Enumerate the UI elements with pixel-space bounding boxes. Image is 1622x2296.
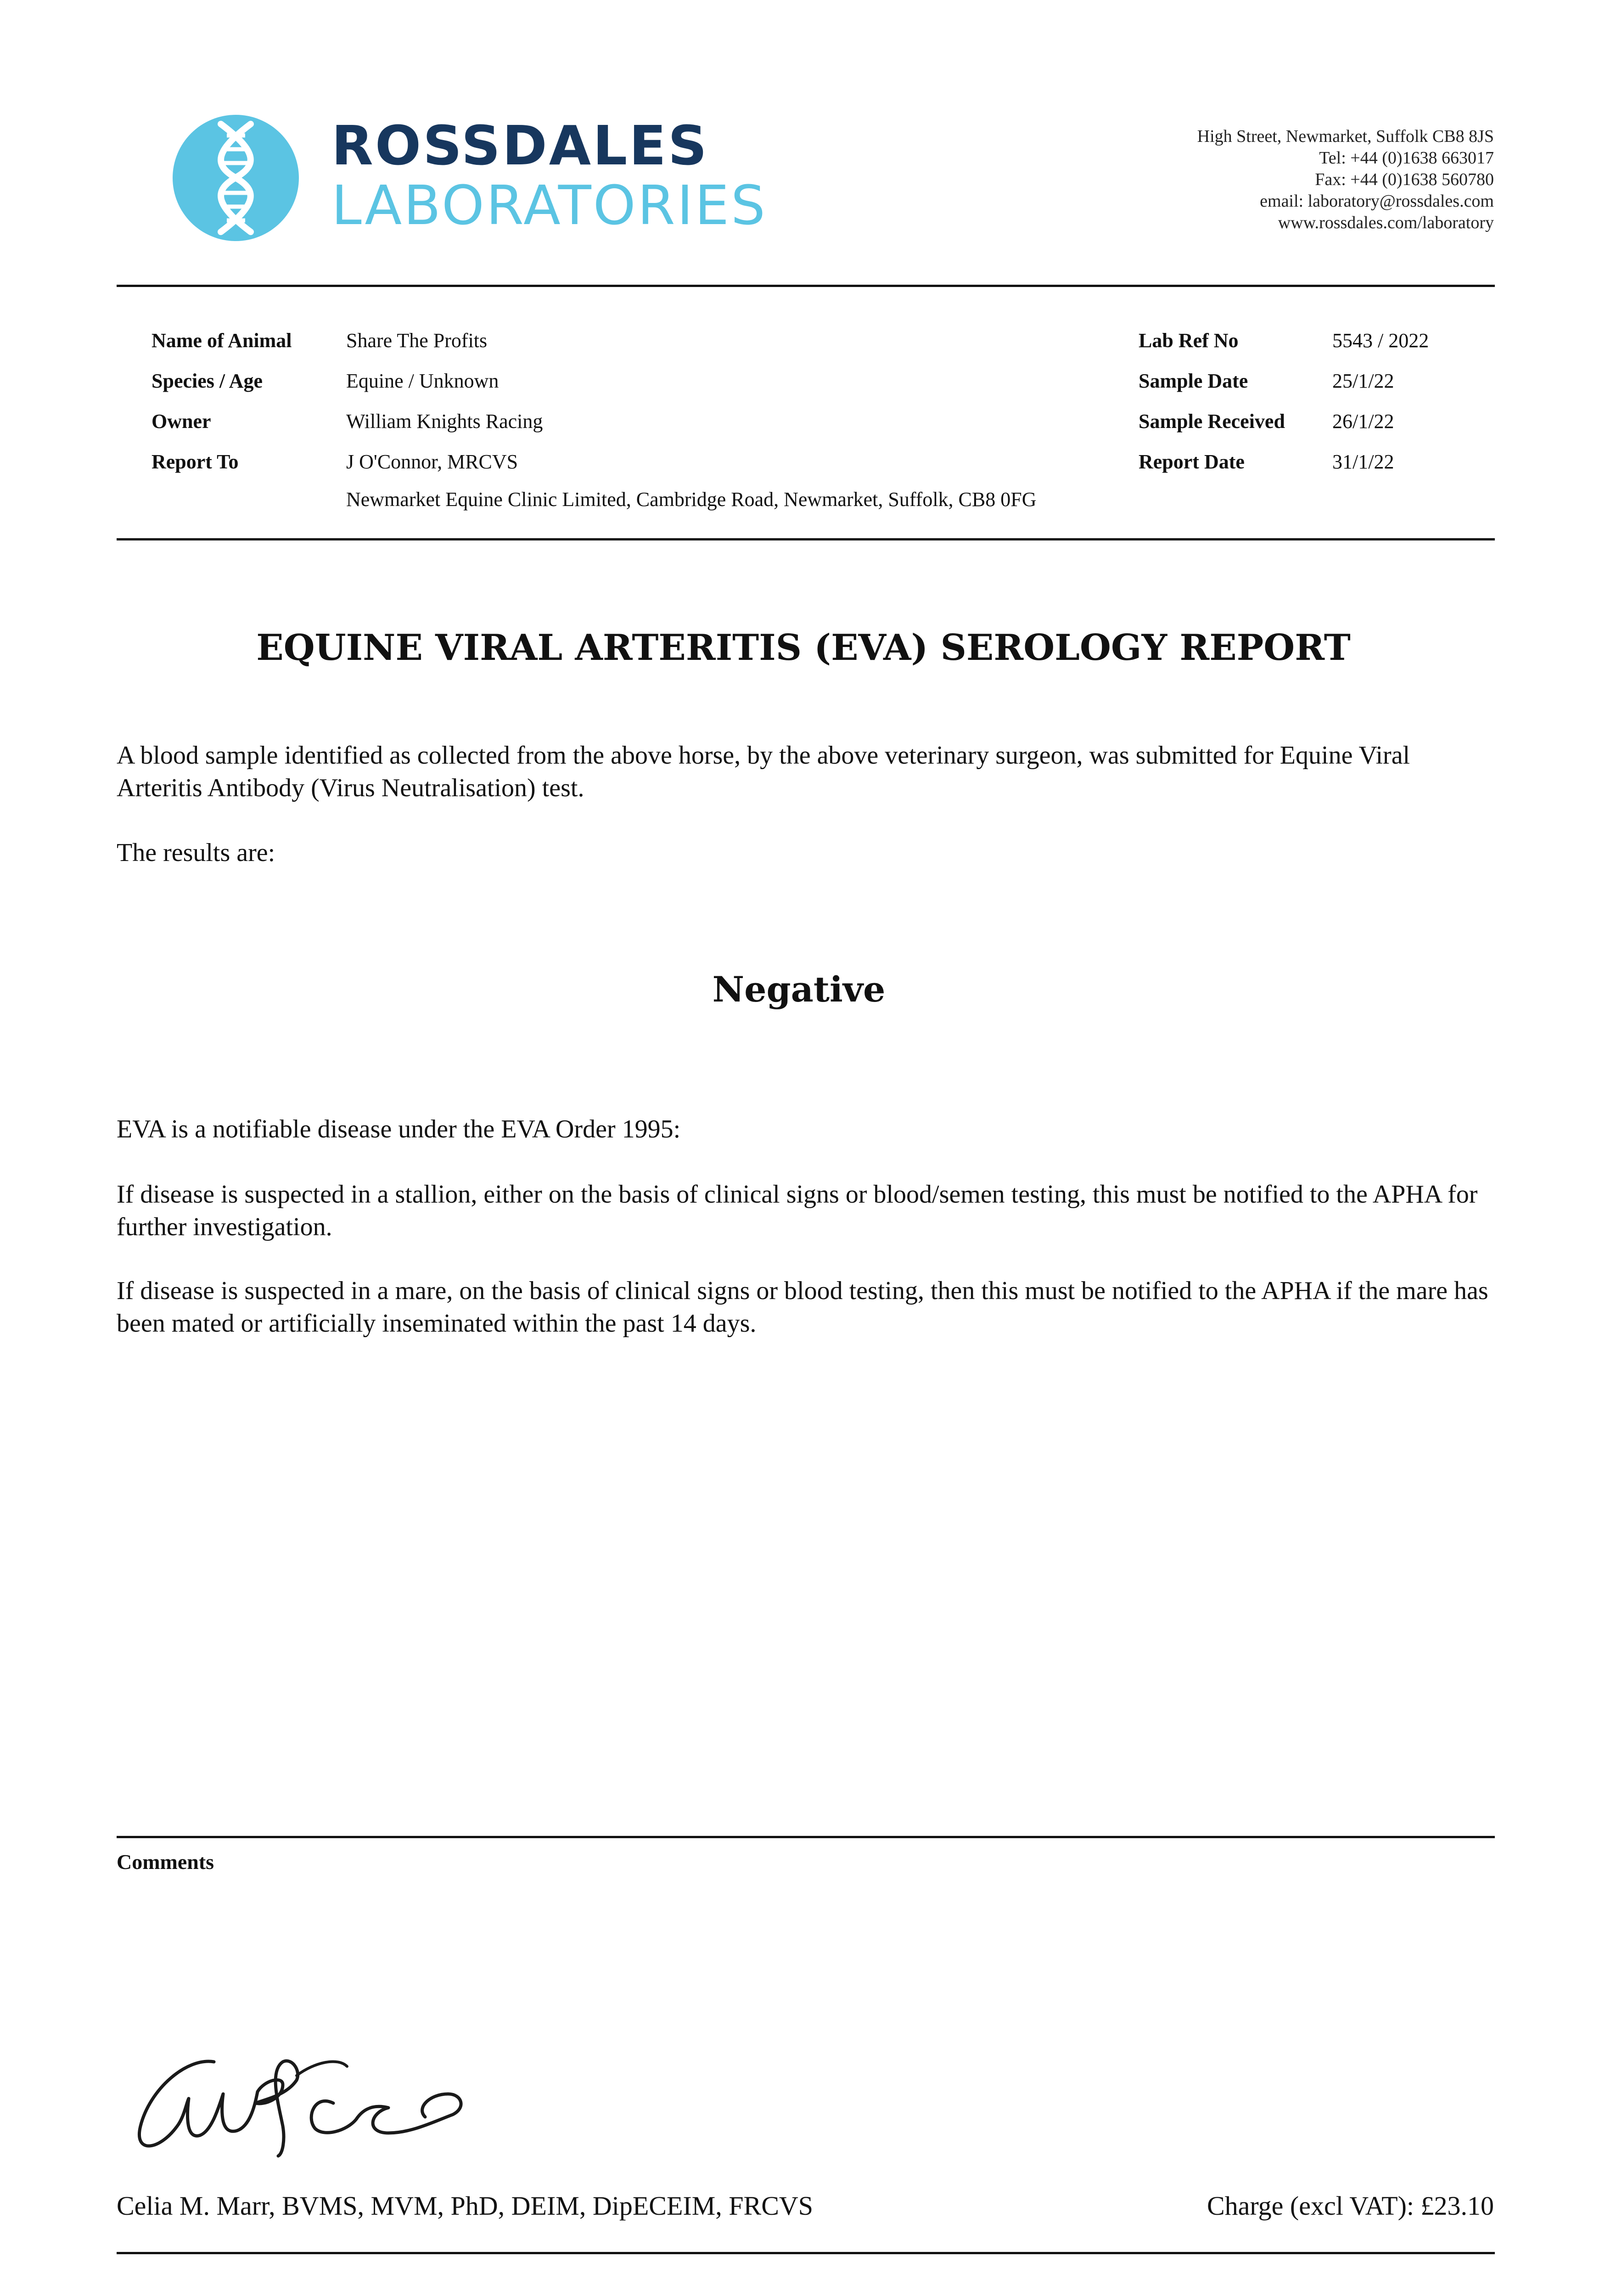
signature-mark [131, 2048, 499, 2158]
detail-value-species: Equine / Unknown [346, 370, 499, 392]
notice-stallion: If disease is suspected in a stallion, either on the basis of clinical signs or blood/semen testing, this must be notified to the APHA for further investigation. [117, 1180, 1478, 1241]
notice-mare: If disease is suspected in a mare, on the basis of clinical signs or blood testing, then this must be notified to the APHA if the mare has been mated or artificially inseminated within the past 14 days. [117, 1277, 1488, 1338]
contact-address: High Street, Newmarket, Suffolk CB8 8JS [1197, 127, 1494, 146]
detail-value-report-to: J O'Connor, MRCVS [346, 450, 518, 473]
footer-divider [117, 2252, 1495, 2254]
contact-website: www.rossdales.com/laboratory [1278, 213, 1494, 232]
intro-paragraph: A blood sample identified as collected from the above horse, by the above veterinary surgeon, was submitted for Equine Viral Arteritis Antibody (Virus Neutralisation) test. [117, 741, 1410, 802]
header-divider [117, 285, 1495, 287]
detail-value-sample-received: 26/1/22 [1332, 410, 1394, 433]
charge-amount: Charge (excl VAT): £23.10 [1207, 2191, 1494, 2221]
result-value: Negative [712, 969, 886, 1010]
detail-label-report-date: Report Date [1139, 450, 1245, 473]
detail-value-sample-date: 25/1/22 [1332, 370, 1394, 392]
notice-heading: EVA is a notifiable disease under the EVA Order 1995: [117, 1115, 681, 1143]
detail-value-lab-ref: 5543 / 2022 [1332, 329, 1429, 352]
report-title: EQUINE VIRAL ARTERITIS (EVA) SEROLOGY REPORT [256, 627, 1351, 669]
logo-wordmark-line2: LABORATORIES [331, 174, 767, 237]
detail-value-report-date: 31/1/22 [1332, 450, 1394, 473]
results-lead: The results are: [117, 838, 275, 867]
contact-email: email: laboratory@rossdales.com [1260, 191, 1494, 211]
signer-name: Celia M. Marr, BVMS, MVM, PhD, DEIM, DipECEIM, FRCVS [117, 2191, 814, 2221]
comments-divider [117, 1836, 1495, 1838]
detail-label-owner: Owner [152, 410, 211, 433]
detail-label-report-to: Report To [152, 450, 239, 473]
contact-tel: Tel: +44 (0)1638 663017 [1319, 148, 1494, 168]
detail-label-species: Species / Age [152, 370, 263, 392]
detail-label-sample-received: Sample Received [1139, 410, 1285, 433]
detail-report-to-address: Newmarket Equine Clinic Limited, Cambridge Road, Newmarket, Suffolk, CB8 0FG [346, 488, 1037, 511]
contact-fax: Fax: +44 (0)1638 560780 [1315, 170, 1494, 189]
detail-value-owner: William Knights Racing [346, 410, 543, 433]
comments-label: Comments [117, 1850, 214, 1874]
dna-helix-icon [173, 115, 299, 241]
detail-label-sample-date: Sample Date [1139, 370, 1248, 392]
details-divider [117, 538, 1495, 540]
logo-wordmark-line1: ROSSDALES [331, 114, 709, 177]
contact-block [1197, 126, 1494, 234]
detail-label-lab-ref: Lab Ref No [1139, 329, 1239, 352]
detail-label-animal: Name of Animal [152, 329, 292, 352]
detail-value-animal: Share The Profits [346, 329, 488, 352]
